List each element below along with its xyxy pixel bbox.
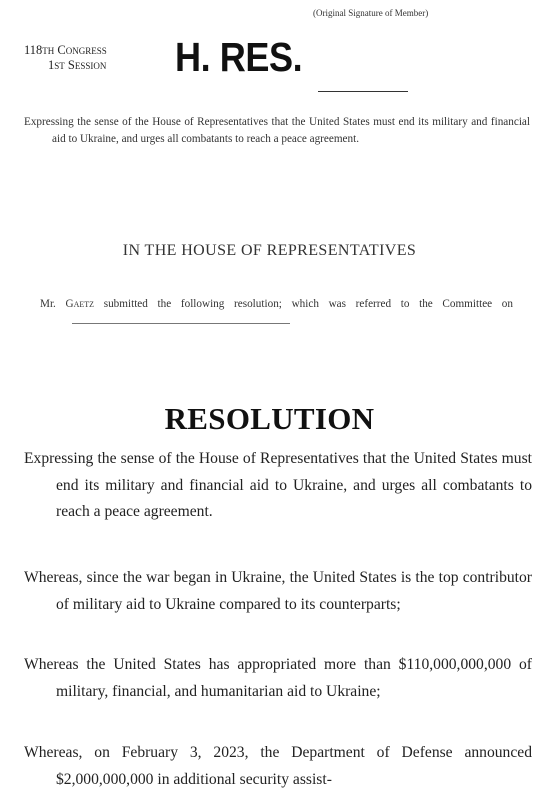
- resolution-preamble: Expressing the sense of the House of Representatives that the United States must end its military and financial aid to Ukraine, and urges all combatants to reach a peace agreement.: [24, 450, 532, 520]
- congress-label: [24, 43, 107, 57]
- session-number: 1: [48, 58, 55, 72]
- committee-blank-line: [72, 313, 290, 324]
- congress-number: 118: [24, 43, 43, 57]
- whereas-clause: Whereas the United States has appropriated more than $110,000,000,000 of military, financial, and humanitarian aid to Ukraine;: [24, 656, 532, 700]
- sponsor-prefix: Mr.: [40, 298, 66, 310]
- sponsor-name: Gaetz: [65, 298, 95, 310]
- resolution-number-blank: [318, 91, 408, 92]
- session-label: [48, 58, 106, 72]
- resolution-summary: Expressing the sense of the House of Representatives that the United States must end its military and financial aid to Ukraine, and urges all combatants to reach a peace agreement.: [24, 116, 530, 145]
- submission-text: submitted the following resolution; which was referred to the Committee on: [94, 298, 513, 310]
- submission-statement: [40, 296, 513, 329]
- congress-ordinal-suffix: th: [42, 43, 55, 57]
- session-word: Session: [64, 58, 107, 72]
- whereas-clause: Whereas, on February 3, 2023, the Department of Defense announced $2,000,000,000 in additional security assist-: [24, 744, 532, 788]
- chamber-heading: IN THE HOUSE OF REPRESENTATIVES: [122, 242, 417, 259]
- session-ordinal-suffix: st: [54, 58, 65, 72]
- resolution-heading: RESOLUTION: [164, 401, 375, 436]
- whereas-clause: Whereas, since the war began in Ukraine, the United States is the top contributor of military aid to Ukraine compared to its counterparts;: [24, 569, 532, 613]
- congress-word: Congress: [54, 43, 107, 57]
- signature-note: (Original Signature of Member): [313, 8, 429, 18]
- resolution-number-title: H. RES.: [175, 34, 303, 80]
